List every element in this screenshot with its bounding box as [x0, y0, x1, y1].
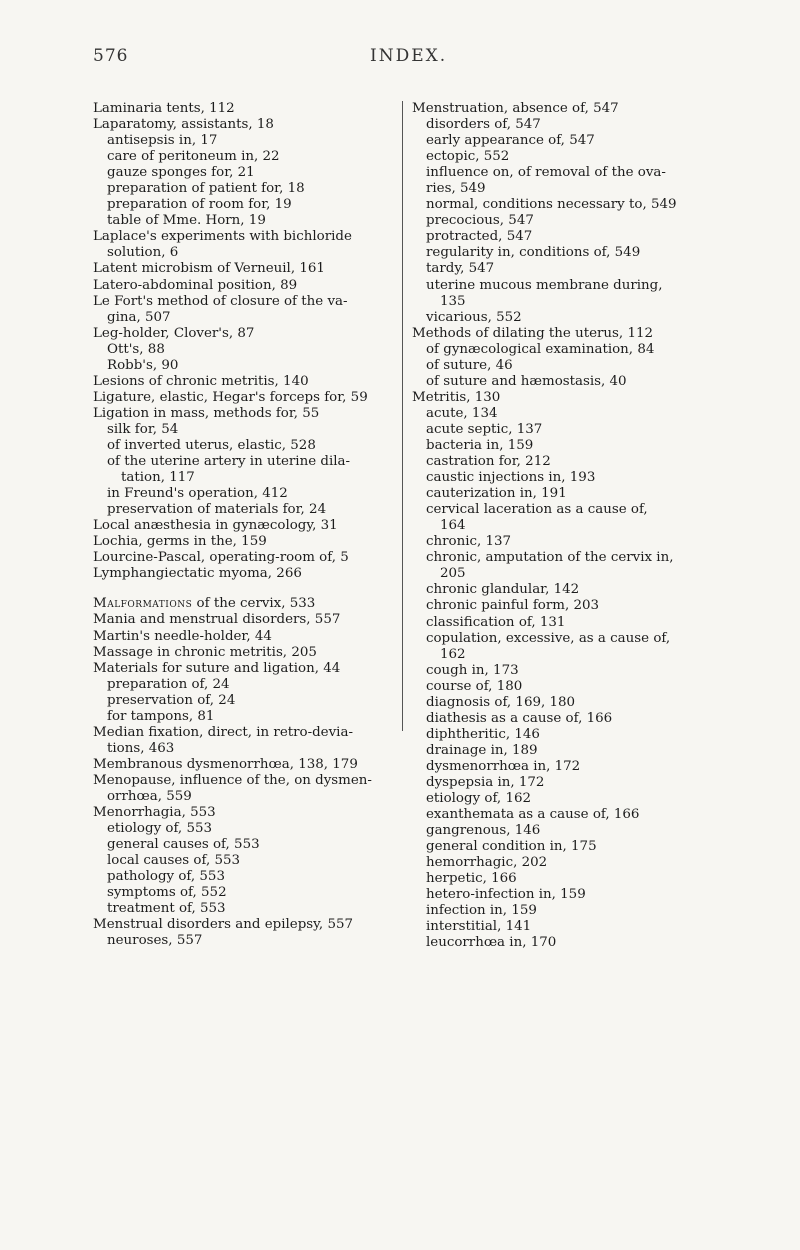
index-heading: Menorrhagia, 553	[93, 805, 216, 821]
index-subentry: leucorrhœa in, 170	[426, 935, 557, 951]
index-subentry: treatment of, 553	[107, 901, 226, 917]
index-subentry: of inverted uterus, elastic, 528	[107, 437, 316, 453]
index-heading: Massage in chronic metritis, 205	[93, 644, 317, 660]
index-subentry: infection in, 159	[426, 903, 537, 919]
index-subentry: of the uterine artery in uterine dila-	[107, 454, 351, 470]
index-heading: Lochia, germs in the, 159	[93, 534, 267, 550]
index-heading: Le Fort's method of closure of the va-	[93, 293, 348, 309]
index-subentry: course of, 180	[426, 678, 523, 694]
index-subentry: preparation of room for, 19	[107, 197, 292, 213]
index-subentry: care of peritoneum in, 22	[107, 149, 280, 165]
index-subentry: gangrenous, 146	[426, 823, 541, 839]
index-subentry: Robb's, 90	[107, 357, 179, 373]
index-subentry: for tampons, 81	[107, 708, 215, 724]
index-subentry: 135	[440, 293, 466, 309]
index-subentry: solution, 6	[107, 245, 179, 261]
index-heading: Menstruation, absence of, 547	[412, 101, 619, 116]
index-subentry: preparation of, 24	[107, 676, 230, 692]
index-subentry: ectopic, 552	[426, 149, 510, 165]
index-heading: Martin's needle-holder, 44	[93, 628, 272, 644]
index-subentry: uterine mucous membrane during,	[426, 277, 663, 293]
index-subentry: preservation of materials for, 24	[107, 502, 327, 518]
index-subentry: dyspepsia in, 172	[426, 774, 545, 790]
index-subentry: acute, 134	[426, 405, 498, 421]
index-subentry: herpetic, 166	[426, 871, 517, 887]
index-subentry: symptoms of, 552	[107, 885, 227, 901]
index-heading: Lymphangiectatic myoma, 266	[93, 566, 302, 582]
index-subentry: precocious, 547	[426, 213, 534, 229]
section-gap	[93, 582, 393, 596]
index-heading: Laminaria tents, 112	[93, 101, 235, 116]
index-subentry: dysmenorrhœa in, 172	[426, 758, 581, 774]
index-heading: Leg-holder, Clover's, 87	[93, 325, 255, 341]
index-subentry: copulation, excessive, as a cause of,	[426, 630, 671, 646]
index-subentry: orrhœa, 559	[107, 788, 192, 804]
index-heading: Latent microbism of Verneuil, 161	[93, 261, 325, 277]
index-subentry: cauterization in, 191	[426, 486, 567, 502]
index-subentry: in Freund's operation, 412	[107, 486, 288, 502]
index-subentry: silk for, 54	[107, 421, 179, 437]
index-subentry: 162	[440, 646, 466, 662]
index-subentry: 205	[440, 566, 466, 582]
index-heading: Materials for suture and ligation, 44	[93, 660, 341, 676]
index-subentry: of suture, 46	[426, 357, 513, 373]
index-subentry: early appearance of, 547	[426, 133, 595, 149]
index-subentry: interstitial, 141	[426, 919, 532, 935]
index-subentry: of suture and hæmostasis, 40	[426, 373, 627, 389]
index-subentry: vicarious, 552	[426, 309, 522, 325]
index-subentry: of gynæcological examination, 84	[426, 341, 655, 357]
small-caps-word: Malformations	[93, 596, 193, 612]
index-subentry: Ott's, 88	[107, 341, 165, 357]
index-subentry: caustic injections in, 193	[426, 470, 596, 486]
entry-rest: of the cervix, 533	[192, 596, 316, 612]
index-subentry: preparation of patient for, 18	[107, 181, 305, 197]
index-subentry: antisepsis in, 17	[107, 133, 218, 149]
index-subentry: diathesis as a cause of, 166	[426, 710, 613, 726]
right-index-column	[412, 101, 727, 951]
index-subentry: chronic, amputation of the cervix in,	[426, 550, 674, 566]
index-heading: Ligature, elastic, Hegar's forceps for, 59	[93, 389, 368, 405]
index-subentry: regularity in, conditions of, 549	[426, 245, 641, 261]
index-subentry: etiology of, 162	[426, 791, 531, 807]
index-subentry: general condition in, 175	[426, 839, 597, 855]
index-subentry: influence on, of removal of the ova-	[426, 165, 666, 181]
running-head: INDEX.	[370, 46, 448, 66]
index-subentry: normal, conditions necessary to, 549	[426, 197, 677, 213]
index-subentry: classification of, 131	[426, 614, 566, 630]
index-heading: Local anæsthesia in gynæcology, 31	[93, 518, 338, 534]
column-divider	[402, 101, 403, 731]
index-subentry: hemorrhagic, 202	[426, 855, 548, 871]
index-subentry: etiology of, 553	[107, 821, 212, 837]
index-heading: Latero-abdominal position, 89	[93, 277, 298, 293]
index-heading: Median fixation, direct, in retro-devia-	[93, 724, 353, 740]
index-heading: Metritis, 130	[412, 389, 501, 405]
page-number: 576	[93, 46, 129, 66]
index-subentry: hetero-infection in, 159	[426, 887, 586, 903]
index-subentry: gauze sponges for, 21	[107, 165, 255, 181]
index-heading	[93, 596, 393, 612]
index-subentry: pathology of, 553	[107, 869, 225, 885]
index-subentry: castration for, 212	[426, 454, 551, 470]
index-subentry: ries, 549	[426, 181, 486, 197]
index-heading: Methods of dilating the uterus, 112	[412, 325, 653, 341]
left-index-column	[93, 101, 393, 949]
index-subentry: exanthemata as a cause of, 166	[426, 807, 640, 823]
index-heading: Laplace's experiments with bichloride	[93, 229, 352, 245]
index-heading: Membranous dysmenorrhœa, 138, 179	[93, 756, 358, 772]
index-subentry: tation, 117	[121, 470, 195, 486]
index-subentry: protracted, 547	[426, 229, 533, 245]
index-subentry: preservation of, 24	[107, 692, 236, 708]
index-subentry: tardy, 547	[426, 261, 495, 277]
index-subentry: neuroses, 557	[107, 933, 203, 949]
index-subentry: diphtheritic, 146	[426, 726, 540, 742]
index-subentry: 164	[440, 518, 466, 534]
index-subentry: cough in, 173	[426, 662, 519, 678]
index-subentry: chronic painful form, 203	[426, 598, 600, 614]
index-subentry: chronic glandular, 142	[426, 582, 580, 598]
index-subentry: gina, 507	[107, 309, 171, 325]
index-subentry: table of Mme. Horn, 19	[107, 213, 266, 229]
index-subentry: diagnosis of, 169, 180	[426, 694, 576, 710]
index-heading: Laparatomy, assistants, 18	[93, 117, 274, 133]
index-subentry: local causes of, 553	[107, 853, 241, 869]
index-subentry: general causes of, 553	[107, 837, 260, 853]
index-subentry: acute septic, 137	[426, 421, 543, 437]
index-heading: Lesions of chronic metritis, 140	[93, 373, 309, 389]
index-heading: Menopause, influence of the, on dysmen-	[93, 772, 372, 788]
page-header	[0, 46, 800, 70]
index-heading: Menstrual disorders and epilepsy, 557	[93, 917, 353, 933]
index-heading: Mania and menstrual disorders, 557	[93, 612, 341, 628]
index-heading: Lourcine-Pascal, operating-room of, 5	[93, 550, 349, 566]
index-subentry: bacteria in, 159	[426, 437, 534, 453]
index-subentry: disorders of, 547	[426, 117, 541, 133]
index-subentry: drainage in, 189	[426, 742, 538, 758]
index-subentry: cervical laceration as a cause of,	[426, 502, 648, 518]
index-subentry: tions, 463	[107, 740, 175, 756]
index-heading: Ligation in mass, methods for, 55	[93, 405, 320, 421]
index-subentry: chronic, 137	[426, 534, 512, 550]
